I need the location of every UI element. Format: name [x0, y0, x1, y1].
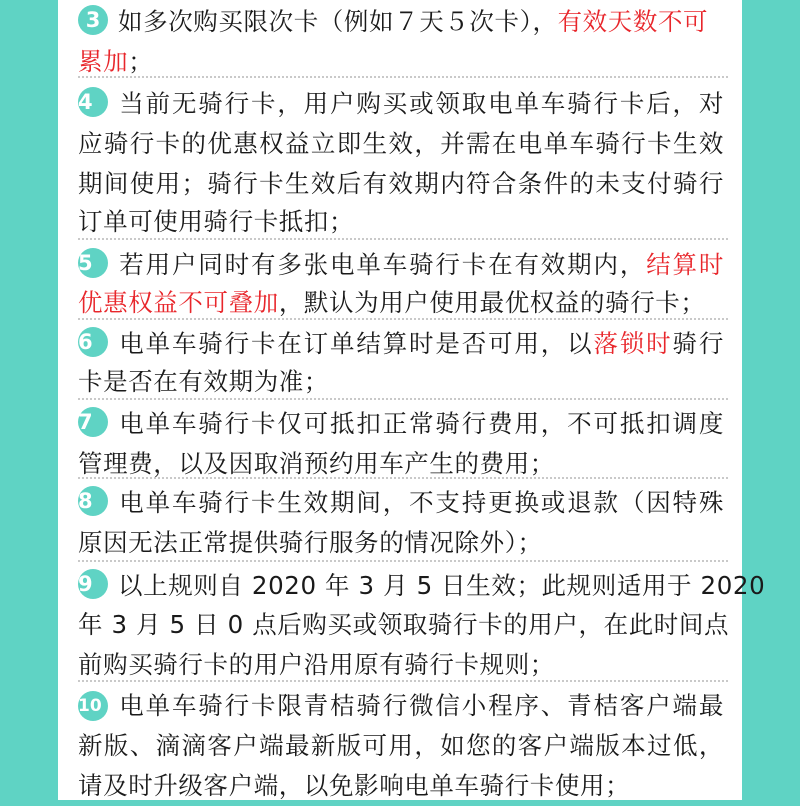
- rule-number-badge: 10: [78, 691, 108, 721]
- rule-line: [78, 42, 153, 82]
- rule-text: 期间使用；骑行卡生效后有效期内符合条件的未支付骑行: [78, 169, 724, 198]
- rule-highlight-text: 有效天数不可: [557, 7, 709, 36]
- rule-text: 若用户同时有多张电单车骑行卡在有效期内，: [118, 250, 647, 279]
- rule-number-badge: 3: [78, 5, 108, 35]
- rule-line: [78, 404, 724, 444]
- rule-text: 卡是否在有效期为准；: [78, 367, 329, 396]
- rule-text: 管理费，以及因取消预约用车产生的费用；: [78, 449, 555, 478]
- rule-text: 电单车骑行卡仅可抵扣正常骑行费用，不可抵扣调度: [118, 409, 724, 438]
- rule-text: ，默认为用户使用最优权益的骑行卡；: [278, 288, 706, 317]
- rule-text: 应骑行卡的优惠权益立即生效，并需在电单车骑行卡生效: [78, 129, 724, 158]
- rule-text: 如多次购买限次卡（例如７天５次卡），: [118, 7, 558, 36]
- rule-text: 订单可使用骑行卡抵扣；: [78, 207, 355, 236]
- rule-text: ；: [128, 47, 154, 76]
- rule-number-badge: 8: [78, 486, 108, 516]
- rule-number-badge: 9: [78, 569, 108, 599]
- rule-line: [78, 283, 706, 323]
- rule-line: [78, 245, 724, 285]
- rule-number-badge: 7: [78, 407, 108, 437]
- rule-highlight-text: 落锁时: [593, 329, 673, 358]
- rule-line: [78, 444, 555, 484]
- rule-text: 原因无法正常提供骑行服务的情况除外）；: [78, 528, 543, 557]
- rule-line: [78, 164, 724, 204]
- rule-line: [78, 362, 329, 402]
- rule-text: 电单车骑行卡生效期间，不支持更换或退款（因特殊: [118, 488, 724, 517]
- rule-number-badge: 4: [78, 87, 108, 117]
- rule-line: [78, 523, 543, 563]
- rule-line: [78, 324, 724, 364]
- rule-text: 电单车骑行卡在订单结算时是否可用，以: [118, 329, 594, 358]
- rule-line: [78, 686, 724, 726]
- rule-separator: [78, 76, 728, 78]
- rule-line: [78, 645, 555, 685]
- rule-text: 新版、滴滴客户端最新版可用，如您的客户端版本过低，: [78, 731, 724, 760]
- rule-line: [78, 483, 724, 523]
- rule-line: [78, 766, 630, 806]
- rule-text: 电单车骑行卡限青桔骑行微信小程序、青桔客户端最: [118, 691, 724, 720]
- rule-highlight-text: 累加: [78, 47, 129, 76]
- rule-line: [78, 84, 724, 124]
- rule-line: [78, 124, 724, 164]
- rule-text: 前购买骑行卡的用户沿用原有骑行卡规则；: [78, 650, 555, 679]
- rule-highlight-text: 优惠权益不可叠加: [78, 288, 279, 317]
- rule-text: 当前无骑行卡，用户购买或领取电单车骑行卡后，对: [118, 89, 724, 118]
- rule-line: [78, 202, 354, 242]
- rule-line: [78, 726, 724, 766]
- rule-line: [78, 605, 730, 645]
- rule-highlight-text: 结算时: [646, 250, 724, 279]
- rule-number-badge: 5: [78, 248, 108, 278]
- rule-line: [78, 566, 766, 606]
- rule-number-badge: 6: [78, 327, 108, 357]
- rule-text: 请及时升级客户端，以免影响电单车骑行卡使用；: [78, 771, 631, 800]
- rule-line: [78, 2, 708, 42]
- rule-text: 以上规则自 2020 年 3 月 5 日生效；此规则适用于 2020: [118, 571, 766, 600]
- rule-text: 骑行: [672, 329, 724, 358]
- rule-text: 年 3 月 5 日 0 点后购买或领取骑行卡的用户，在此时间点: [78, 610, 730, 639]
